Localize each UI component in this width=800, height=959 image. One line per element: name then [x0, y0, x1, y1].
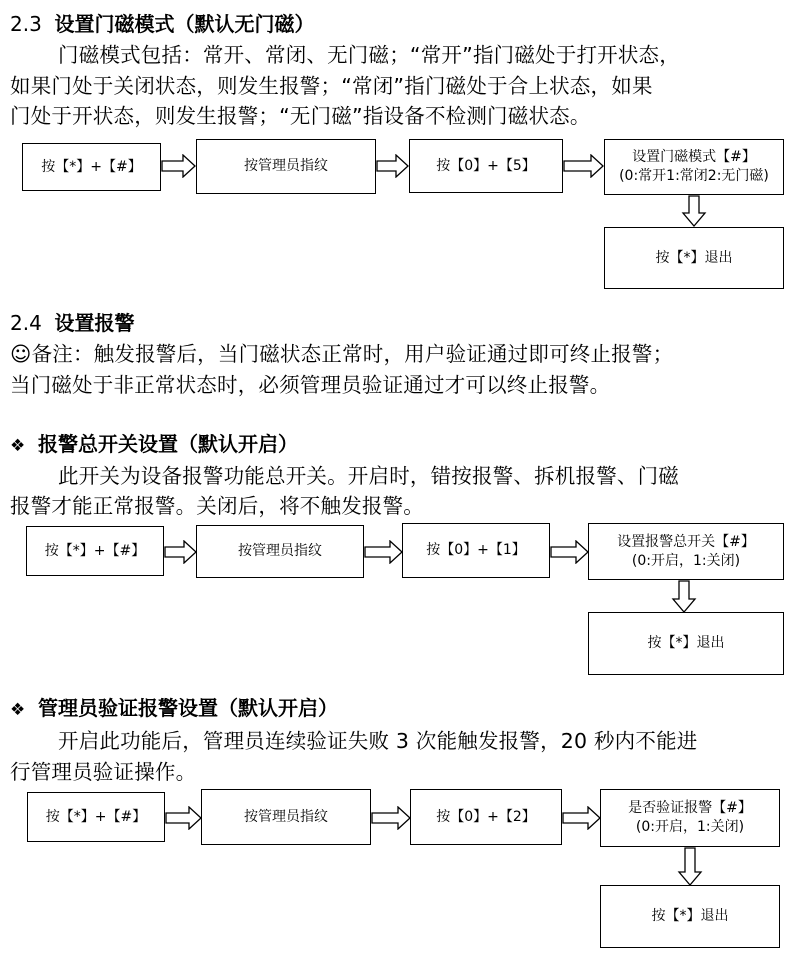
paragraph-line: 开启此功能后，管理员连续验证失败 3 次能触发报警，20 秒内不能进: [58, 729, 698, 753]
flow-arrow-right-icon: [161, 154, 197, 178]
flow-arrow-right-icon: [563, 154, 605, 178]
section-number: 2.4: [10, 311, 42, 335]
flow-arrow-down-icon: [677, 847, 703, 886]
flow-arrow-right-icon: [164, 540, 198, 564]
flow-step-enter-menu: 按【*】+【#】: [27, 792, 165, 842]
flow-arrow-down-icon: [671, 580, 697, 613]
section-title: 设置门磁模式（默认无门磁）: [54, 12, 315, 36]
flow-arrow-right-icon: [550, 540, 590, 564]
flow-step-admin-fingerprint: 按管理员指纹: [201, 789, 371, 845]
flow-arrow-right-icon: [371, 806, 412, 830]
paragraph-line: 报警才能正常报警。关闭后，将不触发报警。: [10, 494, 424, 518]
flow-step-setting: 是否验证报警【#】 (0:开启，1:关闭): [600, 789, 780, 847]
diamond-bullet-icon: ❖: [10, 700, 26, 720]
flow-arrow-right-icon: [376, 154, 410, 178]
flow-step-menu-code: 按【0】+【1】: [402, 523, 550, 578]
flow-arrow-down-icon: [681, 195, 707, 227]
flow-step-admin-fingerprint: 按管理员指纹: [196, 139, 376, 194]
section-2-4-heading: [10, 307, 135, 336]
paragraph-line: 此开关为设备报警功能总开关。开启时，错按报警、拆机报警、门磁: [58, 464, 679, 488]
subsection-title: 报警总开关设置（默认开启）: [37, 432, 298, 456]
flow-step-setting: 设置报警总开关【#】 (0:开启，1:关闭): [588, 523, 784, 580]
flow-step-exit: 按【*】退出: [600, 885, 780, 948]
flow-arrow-right-icon: [562, 806, 602, 830]
section-2-3-heading: [10, 8, 315, 37]
flow-step-menu-code: 按【0】+【2】: [410, 789, 562, 845]
section-number: 2.3: [10, 12, 42, 36]
alarm-switch-heading: [10, 428, 298, 457]
flow-arrow-right-icon: [364, 540, 404, 564]
flow-step-enter-menu: 按【*】+【#】: [26, 526, 164, 576]
paragraph-line: 如果门处于关闭状态，则发生报警；“常闭”指门磁处于合上状态，如果: [10, 74, 653, 98]
admin-alarm-heading: [10, 692, 338, 721]
flow-step-enter-menu: 按【*】+【#】: [22, 143, 161, 191]
paragraph-line: 门磁模式包括：常开、常闭、无门磁；“常开”指门磁处于打开状态，: [58, 43, 680, 67]
flow-step-exit: 按【*】退出: [588, 612, 784, 675]
note-line: ☺备注：触发报警后，当门磁状态正常时，用户验证通过即可终止报警；: [10, 342, 674, 366]
diamond-bullet-icon: ❖: [10, 436, 26, 456]
subsection-title: 管理员验证报警设置（默认开启）: [37, 696, 338, 720]
flow-arrow-right-icon: [165, 806, 203, 830]
note-line: 当门磁处于非正常状态时，必须管理员验证通过才可以终止报警。: [10, 373, 611, 397]
section-title: 设置报警: [54, 311, 135, 335]
flow-step-setting: 设置门磁模式【#】 (0:常开1:常闭2:无门磁): [604, 139, 784, 195]
paragraph-line: 行管理员验证操作。: [10, 760, 197, 784]
flow-step-menu-code: 按【0】+【5】: [409, 139, 563, 193]
flow-step-exit: 按【*】退出: [604, 227, 784, 289]
paragraph-line: 门处于开状态，则发生报警；“无门磁”指设备不检测门磁状态。: [10, 104, 591, 128]
flow-step-admin-fingerprint: 按管理员指纹: [196, 525, 364, 578]
